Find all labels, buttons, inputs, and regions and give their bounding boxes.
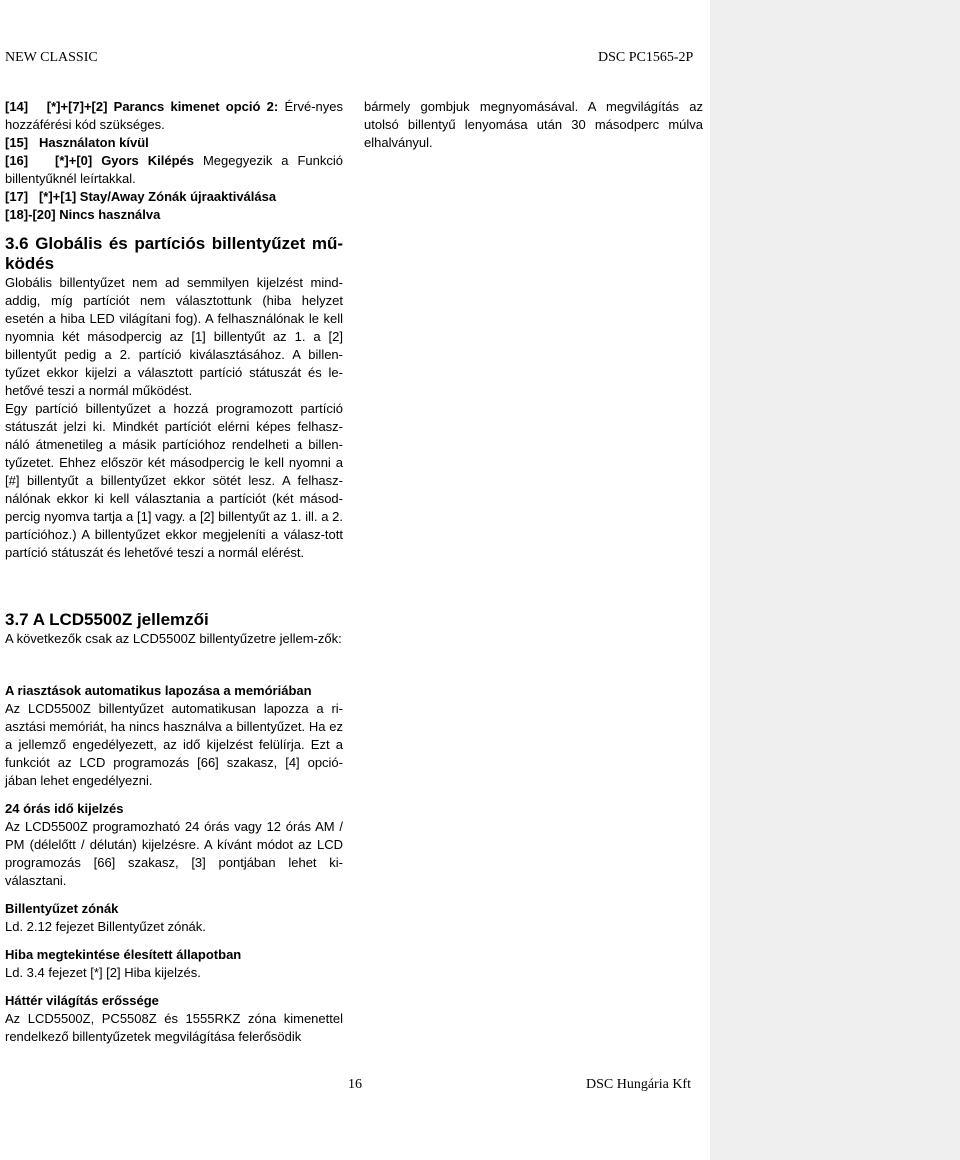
feature-24h-clock [5, 800, 343, 890]
section-3-6-title: 3.6 Globális és partíciós billentyűzet mű-ködés [5, 234, 343, 273]
option-16: [16] [*]+[0] Gyors Kilépés Megegyezik a Funkció billentyűknél leírtakkal. [5, 153, 343, 186]
feature-text: Az LCD5500Z, PC5508Z és 1555RKZ zóna kimenettel rendelkező billentyűzetek megvilágítása felerősödik [5, 1011, 343, 1044]
page-number: 16 [348, 1077, 362, 1092]
feature-keypad-zones [5, 900, 343, 936]
option-18-20: [18]-[20] Nincs használva [5, 207, 161, 222]
option-14: [14] [*]+[7]+[2] Parancs kimenet opció 2: Érvé-nyes hozzáférési kód szükséges. [5, 99, 343, 132]
feature-title: Hiba megtekintése élesített állapotban [5, 947, 242, 962]
section-3-7 [5, 610, 343, 1056]
feature-title: A riasztások automatikus lapozása a memóriában [5, 683, 312, 698]
feature-text: Ld. 2.12 fejezet Billentyűzet zónák. [5, 919, 206, 934]
option-17: [17] [*]+[1] Stay/Away Zónák újraaktiválása [5, 189, 277, 204]
header-title: NEW CLASSIC [5, 50, 98, 65]
section-3-6 [5, 234, 343, 562]
feature-text: Ld. 3.4 fejezet [*] [2] Hiba kijelzés. [5, 965, 201, 980]
right-column-text: bármely gombjuk megnyomásával. A megvilágítás az utolsó billentyű lenyomása után 30 másodperc múlva elhalványul. [364, 99, 703, 150]
feature-alarm-memory [5, 682, 343, 790]
feature-title: Háttér világítás erőssége [5, 993, 159, 1008]
options-list [5, 98, 343, 224]
feature-text: Az LCD5500Z programozható 24 órás vagy 12 órás AM / PM (délelőtt / délután) kijelzésre. A kívánt módot az LCD programozás [66] szakasz, [3] pontjában lehet ki-választani. [5, 819, 343, 888]
header-model: DSC PC1565-2P [598, 50, 694, 65]
feature-backlight [5, 992, 343, 1046]
feature-title: Billentyűzet zónák [5, 901, 119, 916]
section-3-7-intro: A következők csak az LCD5500Z billentyűzetre jellem-zők: [5, 631, 342, 646]
section-3-6-paragraph-1: Globális billentyűzet nem ad semmilyen kijelzést mind-addig, míg partíciót nem választottunk (hiba helyzet esetén a hiba LED világítani fog). A felhasználónak le kell nyomnia két másodpercig az [1] billentyűt az 1. a [2] billentyűt pedig a 2. partíció kiválasztásához. A billen-tyűzet ekkor kijelzi a választott partíció státuszát és le-hetővé teszi a normál működést. [5, 275, 343, 398]
section-3-6-paragraph-2: Egy partíció billentyűzet a hozzá programozott partíció státuszát jelzi ki. Mindkét partíciót elérni képes felhasz-náló átmenetileg a másik partícióhoz rendelheti a billen-tyűzetet. Ehhez először két másodpercig le kell nyomni a [#] billentyűt a billentyűzet ekkor sötét lesz. A felhasz-nálónak ekkor ki kell választania a partíciót (két másod-percig nyomva tartja a [1] vagy. a [2] billentyűt az 1. ill. a 2. partícióhoz.) A billentyűzet ekkor megjeleníti a válasz-tott partíció státuszát és lehetővé teszi a normál elérést. [5, 401, 343, 560]
feature-text: Az LCD5500Z billentyűzet automatikusan lapozza a ri-asztási memóriát, ha nincs használva a billentyűzet. Ha ez a jellemző engedélyezett, az idő kijelzést felülírja. Ezt a funkciót az LCD programozás [66] szakasz, [4] opció-jában lehet engedélyezni. [5, 701, 343, 788]
right-margin-panel [710, 0, 960, 1160]
option-15: [15] Használaton kívül [5, 135, 149, 150]
section-3-7-title: 3.7 A LCD5500Z jellemzői [5, 610, 209, 629]
footer-brand: DSC Hungária Kft [586, 1077, 691, 1092]
feature-trouble-view [5, 946, 343, 982]
feature-title: 24 órás idő kijelzés [5, 801, 124, 816]
